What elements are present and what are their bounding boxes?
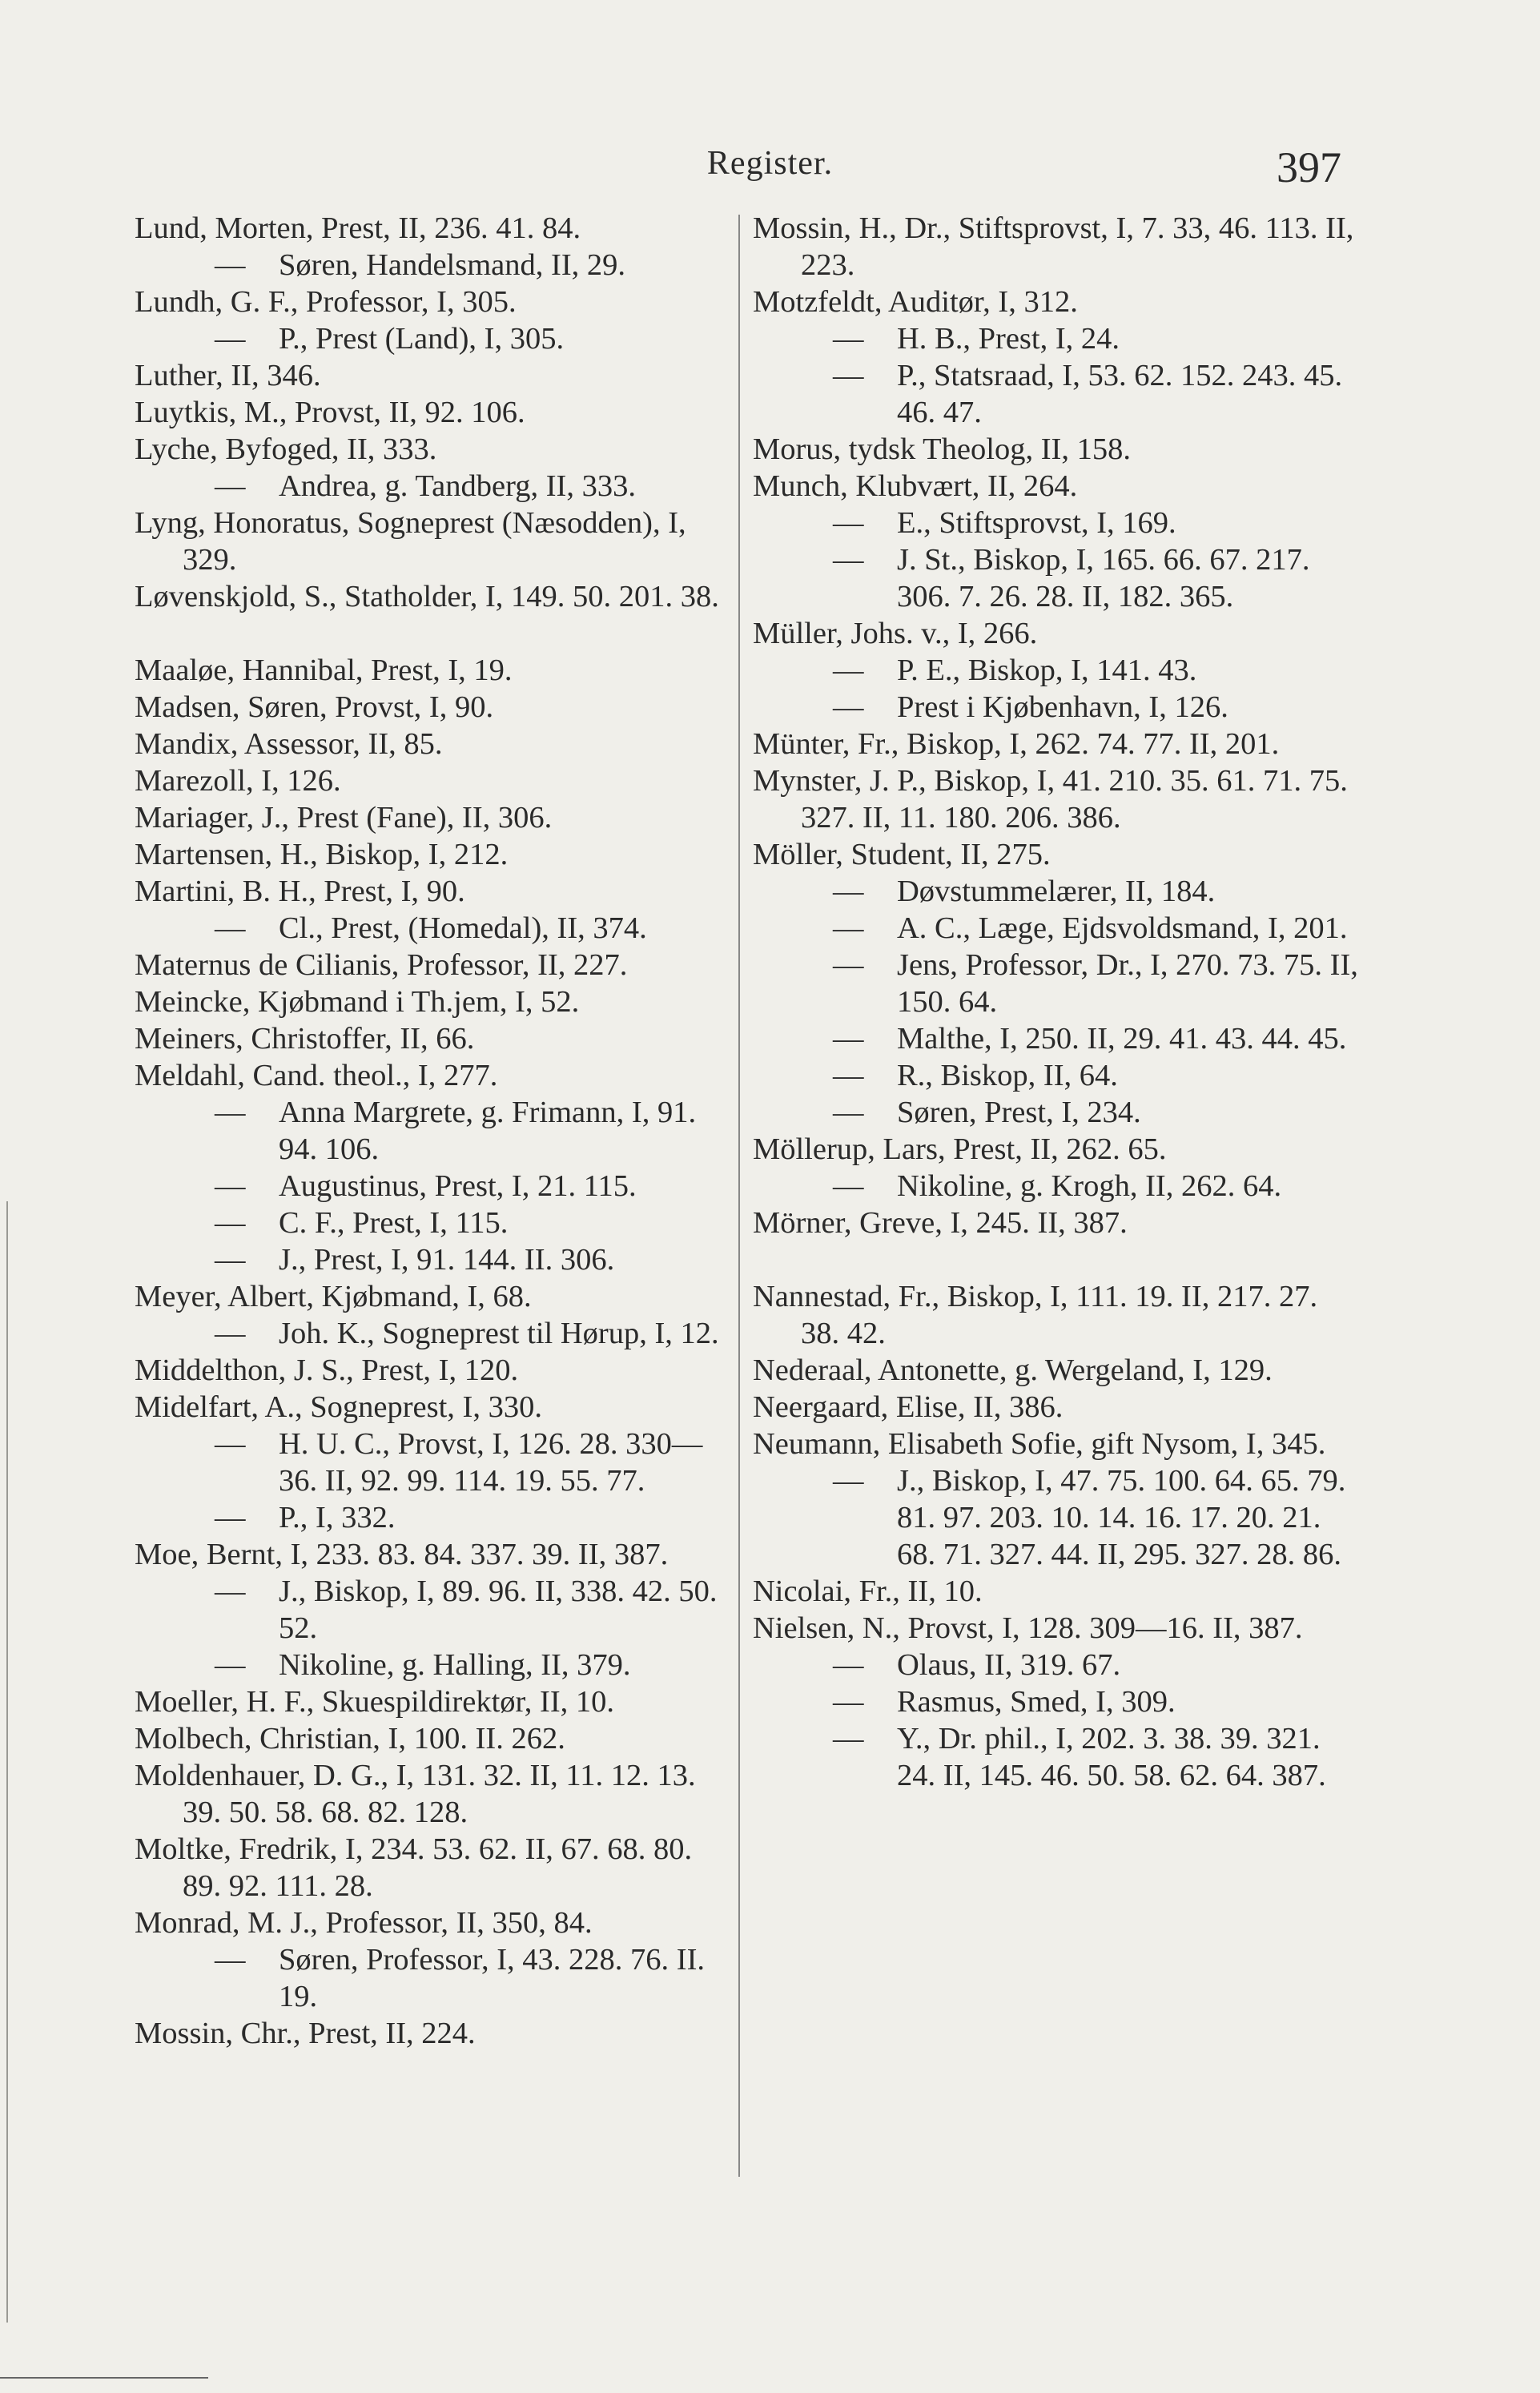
index-subentry: [753, 652, 1361, 689]
entry-text: Nicolai, Fr., II, 10.: [753, 1575, 983, 1608]
index-entry: [135, 836, 737, 873]
entry-text: Lyche, Byfoged, II, 333.: [135, 432, 437, 466]
entry-text: Morus, tydsk Theolog, II, 158.: [753, 432, 1131, 466]
repeat-dash: —: [833, 654, 864, 687]
index-subentry: [753, 1462, 1361, 1573]
repeat-dash: —: [215, 1427, 246, 1461]
index-entry: [135, 1904, 737, 1941]
index-entry: [753, 468, 1361, 505]
repeat-dash: —: [833, 1722, 864, 1756]
entry-text: Maternus de Cilianis, Professor, II, 227.: [135, 948, 628, 982]
index-entry: [135, 689, 737, 726]
index-entry: [135, 431, 737, 468]
index-subentry: [135, 1205, 737, 1241]
repeat-dash: —: [833, 911, 864, 945]
repeat-dash: —: [833, 506, 864, 540]
index-subentry: [135, 1647, 737, 1683]
index-subentry: [753, 1020, 1361, 1057]
entry-text: Moe, Bernt, I, 233. 83. 84. 337. 39. II, 387.: [135, 1538, 669, 1571]
index-entry: [135, 394, 737, 431]
entry-text: Munch, Klubvært, II, 264.: [753, 469, 1078, 503]
page-number: 397: [1277, 143, 1341, 191]
repeat-dash: —: [833, 948, 864, 982]
index-entry: [135, 799, 737, 836]
entry-text: Middelthon, J. S., Prest, I, 120.: [135, 1353, 519, 1387]
entry-text: Luther, II, 346.: [135, 359, 321, 392]
entry-text: A. C., Læge, Ejdsvoldsmand, I, 201.: [897, 911, 1348, 945]
index-subentry: [753, 1094, 1361, 1131]
repeat-dash: —: [215, 1096, 246, 1129]
index-entry: [135, 1389, 737, 1426]
index-entry: [135, 210, 737, 247]
entry-text: Moltke, Fredrik, I, 234. 53. 62. II, 67. 68. 80. 89. 92. 111. 28.: [135, 1832, 693, 1903]
entry-text: Mossin, H., Dr., Stiftsprovst, I, 7. 33, 46. 113. II, 223.: [753, 211, 1354, 282]
page-edge-line: [6, 1201, 8, 2323]
entry-text: Nederaal, Antonette, g. Wergeland, I, 129.: [753, 1353, 1273, 1387]
index-entry: [135, 1278, 737, 1315]
index-entry: [135, 578, 737, 615]
entry-text: Müller, Johs. v., I, 266.: [753, 617, 1038, 650]
index-entry: [753, 726, 1361, 762]
index-subentry: [135, 320, 737, 357]
repeat-dash: —: [215, 1648, 246, 1682]
section-gap: [135, 615, 737, 652]
index-entry: [753, 836, 1361, 873]
repeat-dash: —: [215, 1317, 246, 1350]
entry-text: Andrea, g. Tandberg, II, 333.: [279, 469, 637, 503]
repeat-dash: —: [215, 1169, 246, 1203]
index-entry: [753, 615, 1361, 652]
entry-text: Døvstummelærer, II, 184.: [897, 875, 1216, 908]
entry-text: Jens, Professor, Dr., I, 270. 73. 75. II, 150. 64.: [897, 948, 1358, 1019]
index-entry: [135, 1831, 737, 1904]
index-entry: [753, 431, 1361, 468]
entry-text: Mynster, J. P., Biskop, I, 41. 210. 35. 61. 71. 75. 327. II, 11. 180. 206. 386.: [753, 764, 1348, 835]
entry-text: Løvenskjold, S., Statholder, I, 149. 50. 201. 38.: [135, 580, 719, 613]
index-subentry: [135, 1168, 737, 1205]
repeat-dash: —: [833, 322, 864, 356]
entry-text: Martensen, H., Biskop, I, 212.: [135, 838, 509, 871]
entry-text: Möller, Student, II, 275.: [753, 838, 1051, 871]
entry-text: Meiners, Christoffer, II, 66.: [135, 1022, 475, 1056]
repeat-dash: —: [833, 875, 864, 908]
index-subentry: [135, 247, 737, 284]
entry-text: Meldahl, Cand. theol., I, 277.: [135, 1059, 498, 1092]
repeat-dash: —: [215, 469, 246, 503]
index-entry: [753, 1610, 1361, 1647]
entry-text: J., Prest, I, 91. 144. II. 306.: [279, 1243, 615, 1277]
entry-text: Cl., Prest, (Homedal), II, 374.: [279, 911, 647, 945]
index-subentry: [753, 1647, 1361, 1683]
section-gap: [753, 1241, 1361, 1278]
index-entry: [135, 762, 737, 799]
entry-text: Nikoline, g. Krogh, II, 262. 64.: [897, 1169, 1282, 1203]
bottom-rule: [0, 2377, 208, 2379]
repeat-dash: —: [215, 248, 246, 282]
page-title: Register.: [706, 145, 834, 182]
entry-text: Olaus, II, 319. 67.: [897, 1648, 1121, 1682]
index-column-left: [135, 210, 737, 2052]
entry-text: Y., Dr. phil., I, 202. 3. 38. 39. 321. 24. II, 145. 46. 50. 58. 62. 64. 387.: [897, 1722, 1326, 1792]
entry-text: Søren, Professor, I, 43. 228. 76. II. 19.: [279, 1943, 706, 2013]
entry-text: Moeller, H. F., Skuespildirektør, II, 10.: [135, 1685, 615, 1719]
repeat-dash: —: [833, 1464, 864, 1498]
repeat-dash: —: [833, 359, 864, 392]
index-subentry: [753, 947, 1361, 1020]
entry-text: Münter, Fr., Biskop, I, 262. 74. 77. II, 201.: [753, 727, 1280, 761]
entry-text: Mossin, Chr., Prest, II, 224.: [135, 2017, 476, 2050]
entry-text: P., I, 332.: [279, 1501, 396, 1534]
entry-text: Neumann, Elisabeth Sofie, gift Nysom, I, 345.: [753, 1427, 1326, 1461]
repeat-dash: —: [215, 911, 246, 945]
entry-text: H. B., Prest, I, 24.: [897, 322, 1120, 356]
index-subentry: [753, 873, 1361, 910]
index-entry: [135, 1683, 737, 1720]
index-subentry: [753, 505, 1361, 541]
entry-text: Maaløe, Hannibal, Prest, I, 19.: [135, 654, 513, 687]
entry-text: Malthe, I, 250. II, 29. 41. 43. 44. 45.: [897, 1022, 1347, 1056]
index-subentry: [753, 541, 1361, 615]
entry-text: Nannestad, Fr., Biskop, I, 111. 19. II, 217. 27. 38. 42.: [753, 1280, 1318, 1350]
index-subentry: [135, 1499, 737, 1536]
index-subentry: [753, 1057, 1361, 1094]
index-entry: [753, 1573, 1361, 1610]
entry-text: Lund, Morten, Prest, II, 236. 41. 84.: [135, 211, 581, 245]
index-entry: [135, 983, 737, 1020]
repeat-dash: —: [215, 1206, 246, 1240]
entry-text: Möllerup, Lars, Prest, II, 262. 65.: [753, 1132, 1167, 1166]
entry-text: Martini, B. H., Prest, I, 90.: [135, 875, 465, 908]
index-entry: [753, 1205, 1361, 1241]
entry-text: Mörner, Greve, I, 245. II, 387.: [753, 1206, 1128, 1240]
entry-text: Augustinus, Prest, I, 21. 115.: [279, 1169, 637, 1203]
repeat-dash: —: [833, 1169, 864, 1203]
repeat-dash: —: [833, 1059, 864, 1092]
index-subentry: [135, 468, 737, 505]
entry-text: J., Biskop, I, 89. 96. II, 338. 42. 50. 52.: [279, 1575, 718, 1645]
index-subentry: [753, 1683, 1361, 1720]
entry-text: Neergaard, Elise, II, 386.: [753, 1390, 1064, 1424]
index-subentry: [135, 1094, 737, 1168]
index-entry: [135, 947, 737, 983]
index-entry: [135, 726, 737, 762]
index-subentry: [753, 910, 1361, 947]
entry-text: Anna Margrete, g. Frimann, I, 91. 94. 106.: [279, 1096, 697, 1166]
repeat-dash: —: [833, 1685, 864, 1719]
index-entry: [135, 284, 737, 320]
entry-text: Lundh, G. F., Professor, I, 305.: [135, 285, 517, 319]
entry-text: J. St., Biskop, I, 165. 66. 67. 217. 306. 7. 26. 28. II, 182. 365.: [897, 543, 1310, 613]
index-subentry: [135, 910, 737, 947]
entry-text: Nikoline, g. Halling, II, 379.: [279, 1648, 631, 1682]
repeat-dash: —: [833, 690, 864, 724]
entry-text: Marezoll, I, 126.: [135, 764, 341, 798]
index-entry: [753, 1278, 1361, 1352]
index-entry: [135, 1757, 737, 1831]
entry-text: Monrad, M. J., Professor, II, 350, 84.: [135, 1906, 593, 1940]
index-subentry: [753, 320, 1361, 357]
index-entry: [135, 505, 737, 578]
repeat-dash: —: [215, 1943, 246, 1977]
entry-text: Mariager, J., Prest (Fane), II, 306.: [135, 801, 553, 835]
index-entry: [135, 1020, 737, 1057]
entry-text: Prest i Kjøbenhavn, I, 126.: [897, 690, 1228, 724]
entry-text: Nielsen, N., Provst, I, 128. 309—16. II, 387.: [753, 1611, 1303, 1645]
entry-text: Lyng, Honoratus, Sogneprest (Næsodden), I, 329.: [135, 506, 686, 577]
entry-text: Joh. K., Sogneprest til Hørup, I, 12.: [279, 1317, 719, 1350]
entry-text: Midelfart, A., Sogneprest, I, 330.: [135, 1390, 542, 1424]
repeat-dash: —: [833, 1022, 864, 1056]
entry-text: Søren, Prest, I, 234.: [897, 1096, 1141, 1129]
index-subentry: [135, 1241, 737, 1278]
index-subentry: [753, 1168, 1361, 1205]
repeat-dash: —: [215, 1243, 246, 1277]
repeat-dash: —: [215, 322, 246, 356]
entry-text: Luytkis, M., Provst, II, 92. 106.: [135, 396, 525, 429]
entry-text: J., Biskop, I, 47. 75. 100. 64. 65. 79. 81. 97. 203. 10. 14. 16. 17. 20. 21. 68. 71. 327. 44. II, 295. 327. 28. 86.: [897, 1464, 1346, 1571]
entry-text: Motzfeldt, Auditør, I, 312.: [753, 285, 1078, 319]
index-column-right: [753, 210, 1361, 1794]
entry-text: P., Statsraad, I, 53. 62. 152. 243. 45. 46. 47.: [897, 359, 1343, 429]
index-entry: [135, 873, 737, 910]
entry-text: Madsen, Søren, Provst, I, 90.: [135, 690, 494, 724]
index-subentry: [753, 1720, 1361, 1794]
entry-text: Mandix, Assessor, II, 85.: [135, 727, 443, 761]
column-divider: [738, 215, 740, 2177]
entry-text: C. F., Prest, I, 115.: [279, 1206, 509, 1240]
index-entry: [135, 1536, 737, 1573]
repeat-dash: —: [833, 1648, 864, 1682]
index-entry: [135, 2015, 737, 2052]
repeat-dash: —: [833, 1096, 864, 1129]
index-entry: [135, 652, 737, 689]
index-subentry: [135, 1573, 737, 1647]
entry-text: Meyer, Albert, Kjøbmand, I, 68.: [135, 1280, 532, 1313]
index-subentry: [753, 357, 1361, 431]
index-entry: [135, 1352, 737, 1389]
entry-text: Søren, Handelsmand, II, 29.: [279, 248, 626, 282]
index-entry: [135, 1720, 737, 1757]
index-entry: [135, 357, 737, 394]
index-subentry: [135, 1426, 737, 1499]
index-subentry: [135, 1315, 737, 1352]
entry-text: R., Biskop, II, 64.: [897, 1059, 1118, 1092]
index-entry: [753, 284, 1361, 320]
repeat-dash: —: [215, 1501, 246, 1534]
index-entry: [135, 1057, 737, 1094]
entry-text: E., Stiftsprovst, I, 169.: [897, 506, 1176, 540]
index-entry: [753, 1389, 1361, 1426]
index-entry: [753, 762, 1361, 836]
entry-text: P., Prest (Land), I, 305.: [279, 322, 565, 356]
index-entry: [753, 1426, 1361, 1462]
index-subentry: [135, 1941, 737, 2015]
index-entry: [753, 210, 1361, 284]
repeat-dash: —: [215, 1575, 246, 1608]
index-entry: [753, 1131, 1361, 1168]
index-entry: [753, 1352, 1361, 1389]
entry-text: Meincke, Kjøbmand i Th.jem, I, 52.: [135, 985, 580, 1019]
entry-text: Rasmus, Smed, I, 309.: [897, 1685, 1176, 1719]
entry-text: Moldenhauer, D. G., I, 131. 32. II, 11. 12. 13. 39. 50. 58. 68. 82. 128.: [135, 1759, 696, 1829]
repeat-dash: —: [833, 543, 864, 577]
index-subentry: [753, 689, 1361, 726]
entry-text: P. E., Biskop, I, 141. 43.: [897, 654, 1197, 687]
entry-text: Molbech, Christian, I, 100. II. 262.: [135, 1722, 565, 1756]
entry-text: H. U. C., Provst, I, 126. 28. 330—36. II, 92. 99. 114. 19. 55. 77.: [279, 1427, 703, 1498]
